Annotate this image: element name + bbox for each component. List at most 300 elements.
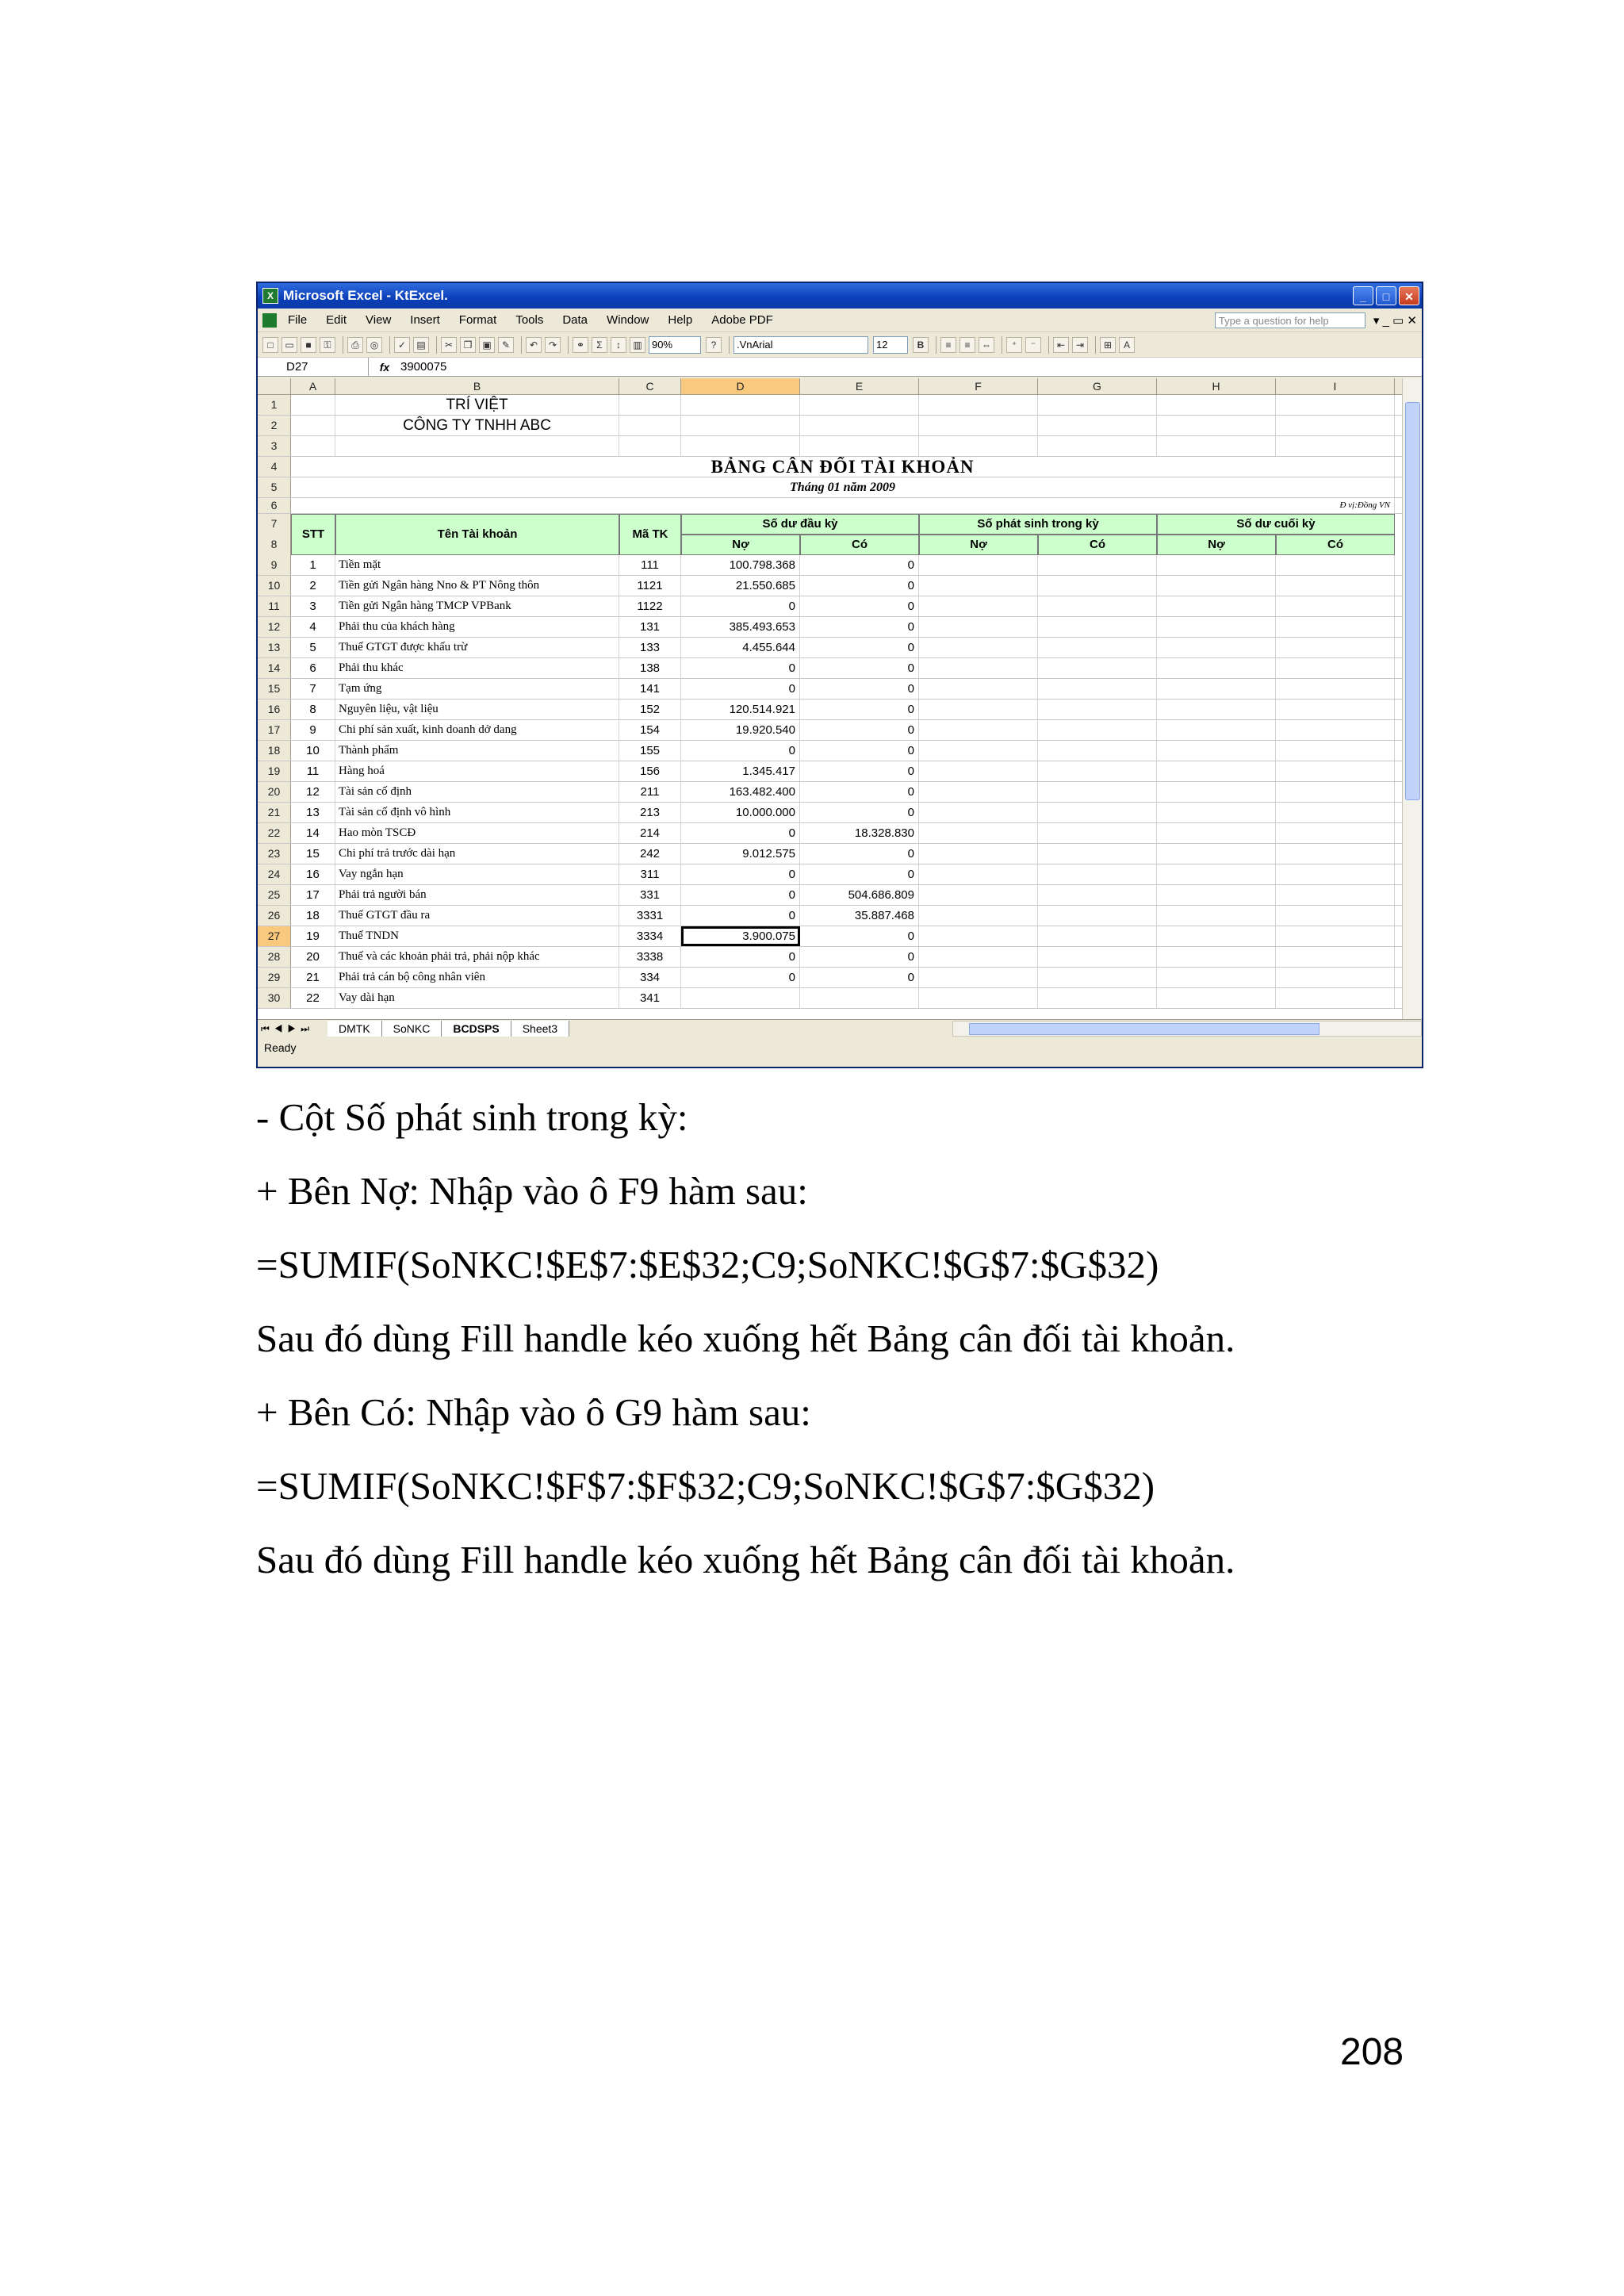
row-header[interactable]: 20 (258, 782, 291, 802)
font-color-icon[interactable]: A (1119, 337, 1135, 353)
header-closing-debit[interactable]: Nợ (1157, 535, 1276, 555)
account-name[interactable]: Nguyên liệu, vật liệu (335, 700, 619, 719)
cell[interactable] (681, 416, 800, 435)
row-stt[interactable]: 6 (291, 658, 335, 678)
decrease-decimal-icon[interactable]: ⁻ (1025, 337, 1041, 353)
sort-ascending-icon[interactable]: ↕ (611, 337, 626, 353)
cell[interactable] (800, 416, 919, 435)
account-name[interactable]: Phải trả cán bộ công nhân viên (335, 968, 619, 987)
header-period-credit[interactable]: Có (1038, 535, 1157, 555)
cell[interactable] (919, 617, 1038, 637)
row-header[interactable]: 4 (258, 457, 291, 477)
cell[interactable] (919, 947, 1038, 967)
row-stt[interactable]: 7 (291, 679, 335, 699)
opening-debit[interactable]: 0 (681, 906, 800, 926)
cell[interactable] (619, 436, 681, 456)
borders-icon[interactable]: ⊞ (1100, 337, 1116, 353)
col-header[interactable]: E (800, 378, 919, 394)
row-header[interactable]: 14 (258, 658, 291, 678)
tab-scroll-arrows[interactable]: ⏮◀▶⏭ (261, 1022, 315, 1034)
opening-credit[interactable]: 0 (800, 576, 919, 596)
header-stt[interactable]: STT (291, 514, 335, 555)
row-stt[interactable]: 1 (291, 555, 335, 575)
row-header[interactable]: 25 (258, 885, 291, 905)
cell[interactable] (1276, 679, 1395, 699)
col-header[interactable]: I (1276, 378, 1395, 394)
header-opening-balance[interactable]: Số dư đầu kỳ (681, 514, 919, 535)
cell[interactable] (1038, 864, 1157, 884)
row-header[interactable]: 27 (258, 926, 291, 946)
cell[interactable] (1157, 782, 1276, 802)
cell[interactable] (919, 782, 1038, 802)
row-stt[interactable]: 5 (291, 638, 335, 657)
account-name[interactable]: Phải thu của khách hàng (335, 617, 619, 637)
cell[interactable] (1276, 555, 1395, 575)
cell[interactable] (1038, 700, 1157, 719)
cell[interactable] (1038, 803, 1157, 822)
account-code[interactable]: 111 (619, 555, 681, 575)
spelling-icon[interactable]: ✓ (394, 337, 410, 353)
horizontal-scrollbar[interactable] (952, 1021, 1422, 1037)
opening-debit[interactable]: 1.345.417 (681, 761, 800, 781)
row-header[interactable]: 15 (258, 679, 291, 699)
cell[interactable] (1038, 596, 1157, 616)
opening-debit[interactable]: 0 (681, 947, 800, 967)
account-name[interactable]: Chi phí trả trước dài hạn (335, 844, 619, 864)
cell[interactable] (1276, 988, 1395, 1008)
cell[interactable] (1038, 926, 1157, 946)
formula-input[interactable]: 3900075 (400, 360, 447, 374)
unit-note[interactable]: Đ vị:Đồng VN (291, 498, 1395, 513)
cell[interactable] (1038, 576, 1157, 596)
opening-debit[interactable]: 0 (681, 864, 800, 884)
cell[interactable] (1157, 679, 1276, 699)
row-header[interactable]: 12 (258, 617, 291, 637)
cell[interactable] (1157, 885, 1276, 905)
increase-indent-icon[interactable]: ⇥ (1072, 337, 1088, 353)
opening-debit[interactable]: 10.000.000 (681, 803, 800, 822)
account-code[interactable]: 3338 (619, 947, 681, 967)
row-stt[interactable]: 11 (291, 761, 335, 781)
row-header[interactable]: 23 (258, 844, 291, 864)
opening-debit[interactable]: 0 (681, 823, 800, 843)
cell[interactable] (1038, 782, 1157, 802)
row-header[interactable]: 26 (258, 906, 291, 926)
cell[interactable] (1276, 844, 1395, 864)
cell[interactable] (919, 658, 1038, 678)
cell[interactable] (919, 823, 1038, 843)
opening-debit[interactable]: 4.455.644 (681, 638, 800, 657)
row-stt[interactable]: 20 (291, 947, 335, 967)
cell[interactable] (1276, 596, 1395, 616)
cell[interactable] (1038, 395, 1157, 415)
account-name[interactable]: Tiền mặt (335, 555, 619, 575)
cell[interactable] (919, 679, 1038, 699)
opening-debit[interactable]: 0 (681, 658, 800, 678)
row-stt[interactable]: 16 (291, 864, 335, 884)
cell[interactable] (1157, 761, 1276, 781)
cell[interactable] (1276, 885, 1395, 905)
opening-credit[interactable]: 0 (800, 679, 919, 699)
increase-decimal-icon[interactable]: ⁺ (1006, 337, 1022, 353)
bold-icon[interactable]: B (913, 337, 929, 353)
row-header[interactable]: 30 (258, 988, 291, 1008)
new-icon[interactable]: □ (262, 337, 278, 353)
opening-debit[interactable]: 19.920.540 (681, 720, 800, 740)
cell[interactable] (919, 576, 1038, 596)
account-name[interactable]: Tài sản cố định vô hình (335, 803, 619, 822)
opening-debit[interactable]: 0 (681, 596, 800, 616)
account-name[interactable]: Hàng hoá (335, 761, 619, 781)
opening-debit[interactable] (681, 988, 800, 1008)
opening-credit[interactable]: 18.328.830 (800, 823, 919, 843)
cell[interactable] (1038, 823, 1157, 843)
cell[interactable] (1276, 416, 1395, 435)
col-header[interactable]: H (1157, 378, 1276, 394)
row-stt[interactable]: 2 (291, 576, 335, 596)
opening-credit[interactable]: 0 (800, 926, 919, 946)
hyperlink-icon[interactable]: ⚭ (573, 337, 588, 353)
cell[interactable] (919, 968, 1038, 987)
cell[interactable] (800, 436, 919, 456)
save-icon[interactable]: ■ (301, 337, 316, 353)
account-code[interactable]: 138 (619, 658, 681, 678)
menu-format[interactable]: Format (458, 313, 497, 327)
tab-sheet3[interactable]: Sheet3 (511, 1021, 569, 1037)
row-stt[interactable]: 10 (291, 741, 335, 761)
font-size-select[interactable]: 12 (873, 336, 908, 354)
select-all-corner[interactable] (258, 378, 291, 394)
header-closing-balance[interactable]: Số dư cuối kỳ (1157, 514, 1395, 535)
account-name[interactable]: Tạm ứng (335, 679, 619, 699)
col-header[interactable]: A (291, 378, 335, 394)
opening-debit[interactable]: 100.798.368 (681, 555, 800, 575)
cell[interactable] (1038, 947, 1157, 967)
menu-help[interactable]: Help (668, 313, 693, 327)
row-stt[interactable]: 21 (291, 968, 335, 987)
copy-icon[interactable]: ❐ (460, 337, 476, 353)
opening-credit[interactable] (800, 988, 919, 1008)
opening-debit[interactable]: 120.514.921 (681, 700, 800, 719)
cell[interactable] (1038, 988, 1157, 1008)
opening-credit[interactable]: 0 (800, 555, 919, 575)
row-header[interactable]: 19 (258, 761, 291, 781)
cell[interactable] (1157, 596, 1276, 616)
account-code[interactable]: 334 (619, 968, 681, 987)
account-code[interactable]: 133 (619, 638, 681, 657)
cell[interactable] (919, 988, 1038, 1008)
header-code[interactable]: Mã TK (619, 514, 681, 555)
cell[interactable] (1038, 555, 1157, 575)
cell[interactable] (291, 436, 335, 456)
cell[interactable] (1276, 968, 1395, 987)
tab-bcdsps[interactable]: BCDSPS (442, 1021, 511, 1037)
account-code[interactable]: 155 (619, 741, 681, 761)
row-header[interactable]: 13 (258, 638, 291, 657)
account-name[interactable]: Phải trả người bán (335, 885, 619, 905)
opening-credit[interactable]: 504.686.809 (800, 885, 919, 905)
account-code[interactable]: 152 (619, 700, 681, 719)
account-code[interactable]: 141 (619, 679, 681, 699)
help-search-input[interactable]: Type a question for help (1215, 312, 1365, 328)
close-button[interactable]: ✕ (1399, 286, 1419, 305)
cell[interactable] (1276, 864, 1395, 884)
cell[interactable] (1276, 906, 1395, 926)
cell[interactable] (1157, 436, 1276, 456)
account-name[interactable]: Tiền gửi Ngân hàng Nno & PT Nông thôn (335, 576, 619, 596)
align-left-icon[interactable]: ≡ (940, 337, 956, 353)
opening-credit[interactable]: 0 (800, 596, 919, 616)
cell[interactable] (1276, 947, 1395, 967)
cell[interactable] (1276, 700, 1395, 719)
row-stt[interactable]: 14 (291, 823, 335, 843)
opening-credit[interactable]: 0 (800, 700, 919, 719)
sheet-subtitle[interactable]: Tháng 01 năm 2009 (291, 477, 1395, 497)
row-header[interactable]: 24 (258, 864, 291, 884)
opening-credit[interactable]: 0 (800, 947, 919, 967)
cell[interactable] (1038, 617, 1157, 637)
row-header[interactable]: 3 (258, 436, 291, 456)
cell[interactable] (1276, 823, 1395, 843)
row-header[interactable]: 7 (258, 514, 291, 535)
opening-credit[interactable]: 0 (800, 741, 919, 761)
tab-dmtk[interactable]: DMTK (327, 1021, 382, 1037)
row-header[interactable]: 16 (258, 700, 291, 719)
vertical-scrollbar[interactable] (1402, 378, 1422, 1019)
opening-credit[interactable]: 0 (800, 803, 919, 822)
opening-credit[interactable]: 0 (800, 761, 919, 781)
cell[interactable] (1276, 638, 1395, 657)
row-header[interactable]: 1 (258, 395, 291, 415)
account-name[interactable]: Thuế và các khoản phải trả, phải nộp khác (335, 947, 619, 967)
header-closing-credit[interactable]: Có (1276, 535, 1395, 555)
opening-credit[interactable]: 0 (800, 617, 919, 637)
cell[interactable] (919, 555, 1038, 575)
opening-debit[interactable]: 163.482.400 (681, 782, 800, 802)
insert-function-icon[interactable]: fx (379, 360, 390, 374)
account-name[interactable]: Vay dài hạn (335, 988, 619, 1008)
account-name[interactable]: Tiền gửi Ngân hàng TMCP VPBank (335, 596, 619, 616)
opening-debit[interactable]: 3.900.075 (681, 926, 800, 946)
cell[interactable] (919, 885, 1038, 905)
decrease-indent-icon[interactable]: ⇤ (1053, 337, 1069, 353)
cell[interactable] (1038, 968, 1157, 987)
menu-insert[interactable]: Insert (410, 313, 440, 327)
account-code[interactable]: 1121 (619, 576, 681, 596)
account-code[interactable]: 214 (619, 823, 681, 843)
opening-credit[interactable]: 0 (800, 638, 919, 657)
account-code[interactable]: 131 (619, 617, 681, 637)
menu-view[interactable]: View (366, 313, 392, 327)
cell[interactable] (1038, 761, 1157, 781)
row-stt[interactable]: 3 (291, 596, 335, 616)
cell[interactable] (1276, 395, 1395, 415)
cell[interactable] (919, 720, 1038, 740)
row-stt[interactable]: 4 (291, 617, 335, 637)
account-code[interactable]: 311 (619, 864, 681, 884)
cell[interactable] (291, 416, 335, 435)
cell[interactable] (1157, 844, 1276, 864)
menu-data[interactable]: Data (562, 313, 588, 327)
header-name[interactable]: Tên Tài khoản (335, 514, 619, 555)
cell[interactable] (1038, 436, 1157, 456)
paste-icon[interactable]: ▣ (479, 337, 495, 353)
cell[interactable] (1038, 679, 1157, 699)
opening-credit[interactable]: 0 (800, 782, 919, 802)
row-header[interactable]: 9 (258, 555, 291, 575)
row-header[interactable]: 17 (258, 720, 291, 740)
cell[interactable] (1276, 720, 1395, 740)
account-name[interactable]: Hao mòn TSCĐ (335, 823, 619, 843)
col-header[interactable]: B (335, 378, 619, 394)
cell[interactable] (1276, 782, 1395, 802)
opening-credit[interactable]: 35.887.468 (800, 906, 919, 926)
col-header[interactable]: C (619, 378, 681, 394)
opening-debit[interactable]: 0 (681, 679, 800, 699)
cell[interactable] (1276, 803, 1395, 822)
row-stt[interactable]: 22 (291, 988, 335, 1008)
help-icon[interactable]: ? (706, 337, 722, 353)
cell[interactable] (1038, 638, 1157, 657)
cell[interactable] (919, 926, 1038, 946)
row-header[interactable]: 18 (258, 741, 291, 761)
cell[interactable] (1157, 968, 1276, 987)
cell[interactable] (1157, 720, 1276, 740)
opening-debit[interactable]: 0 (681, 968, 800, 987)
cell[interactable] (919, 761, 1038, 781)
cell[interactable] (1038, 906, 1157, 926)
cell[interactable] (1038, 844, 1157, 864)
cut-icon[interactable]: ✂ (441, 337, 457, 353)
menu-file[interactable]: File (288, 313, 308, 327)
cell[interactable] (919, 741, 1038, 761)
align-center-icon[interactable]: ≡ (959, 337, 975, 353)
account-name[interactable]: Thành phẩm (335, 741, 619, 761)
row-header[interactable]: 10 (258, 576, 291, 596)
cell[interactable] (1157, 576, 1276, 596)
menu-window[interactable]: Window (607, 313, 649, 327)
cell[interactable] (1157, 926, 1276, 946)
col-header[interactable]: G (1038, 378, 1157, 394)
menu-edit[interactable]: Edit (326, 313, 347, 327)
opening-credit[interactable]: 0 (800, 720, 919, 740)
print-preview-icon[interactable]: ◎ (366, 337, 382, 353)
account-code[interactable]: 213 (619, 803, 681, 822)
opening-debit[interactable]: 21.550.685 (681, 576, 800, 596)
account-code[interactable]: 3334 (619, 926, 681, 946)
account-code[interactable]: 156 (619, 761, 681, 781)
row-header[interactable]: 21 (258, 803, 291, 822)
menu-adobe-pdf[interactable]: Adobe PDF (711, 313, 773, 327)
row-stt[interactable]: 17 (291, 885, 335, 905)
header-opening-credit[interactable]: Có (800, 535, 919, 555)
open-icon[interactable]: ▭ (282, 337, 297, 353)
cell[interactable] (1157, 617, 1276, 637)
row-header[interactable]: 22 (258, 823, 291, 843)
doc-window-controls[interactable]: ▾ _ ▭ ✕ (1373, 313, 1417, 328)
account-code[interactable]: 3331 (619, 906, 681, 926)
cell[interactable] (919, 436, 1038, 456)
cell[interactable] (619, 416, 681, 435)
cell[interactable] (919, 700, 1038, 719)
chart-wizard-icon[interactable]: ▥ (630, 337, 645, 353)
workbook-icon[interactable] (262, 313, 277, 328)
row-stt[interactable]: 9 (291, 720, 335, 740)
cell[interactable] (1157, 741, 1276, 761)
account-code[interactable]: 242 (619, 844, 681, 864)
opening-debit[interactable]: 9.012.575 (681, 844, 800, 864)
cell[interactable] (1038, 885, 1157, 905)
cell[interactable] (1038, 658, 1157, 678)
account-name[interactable]: Thuế GTGT đầu ra (335, 906, 619, 926)
cell[interactable] (1157, 988, 1276, 1008)
cell[interactable] (919, 395, 1038, 415)
cell[interactable] (1276, 436, 1395, 456)
opening-credit[interactable]: 0 (800, 658, 919, 678)
row-header[interactable]: 28 (258, 947, 291, 967)
row-header[interactable]: 2 (258, 416, 291, 435)
cell[interactable] (919, 844, 1038, 864)
cell[interactable] (291, 395, 335, 415)
company-name[interactable]: TRÍ VIỆT (335, 395, 619, 415)
cell[interactable] (1157, 803, 1276, 822)
cell[interactable] (919, 596, 1038, 616)
cell[interactable] (919, 803, 1038, 822)
account-code[interactable]: 331 (619, 885, 681, 905)
cell[interactable] (1157, 906, 1276, 926)
autosum-icon[interactable]: Σ (592, 337, 607, 353)
row-stt[interactable]: 12 (291, 782, 335, 802)
row-stt[interactable]: 19 (291, 926, 335, 946)
account-code[interactable]: 1122 (619, 596, 681, 616)
col-header[interactable]: F (919, 378, 1038, 394)
cell[interactable] (1038, 720, 1157, 740)
cell[interactable] (1276, 576, 1395, 596)
account-name[interactable]: Thuế GTGT được khấu trừ (335, 638, 619, 657)
format-painter-icon[interactable]: ✎ (498, 337, 514, 353)
cell[interactable] (919, 638, 1038, 657)
col-header[interactable]: D (681, 378, 800, 394)
opening-debit[interactable]: 0 (681, 741, 800, 761)
account-code[interactable]: 154 (619, 720, 681, 740)
cell[interactable] (1276, 658, 1395, 678)
cell[interactable] (1157, 555, 1276, 575)
row-header[interactable]: 11 (258, 596, 291, 616)
cell[interactable] (1157, 947, 1276, 967)
row-header[interactable]: 29 (258, 968, 291, 987)
row-stt[interactable]: 13 (291, 803, 335, 822)
row-header[interactable]: 6 (258, 498, 291, 513)
cell[interactable] (1157, 864, 1276, 884)
undo-icon[interactable]: ↶ (526, 337, 542, 353)
row-header[interactable]: 8 (258, 535, 291, 555)
cell[interactable] (1157, 658, 1276, 678)
cell[interactable] (1276, 617, 1395, 637)
account-name[interactable]: Phải thu khác (335, 658, 619, 678)
cell[interactable] (1038, 416, 1157, 435)
tab-sonkc[interactable]: SoNKC (382, 1021, 442, 1037)
cell[interactable] (1038, 741, 1157, 761)
opening-credit[interactable]: 0 (800, 864, 919, 884)
cell[interactable] (1157, 700, 1276, 719)
opening-debit[interactable]: 0 (681, 885, 800, 905)
cell[interactable] (1157, 823, 1276, 843)
company-subtitle[interactable]: CÔNG TY TNHH ABC (335, 416, 619, 435)
account-name[interactable]: Thuế TNDN (335, 926, 619, 946)
cell[interactable] (681, 436, 800, 456)
cell[interactable] (1276, 741, 1395, 761)
cell[interactable] (1157, 416, 1276, 435)
